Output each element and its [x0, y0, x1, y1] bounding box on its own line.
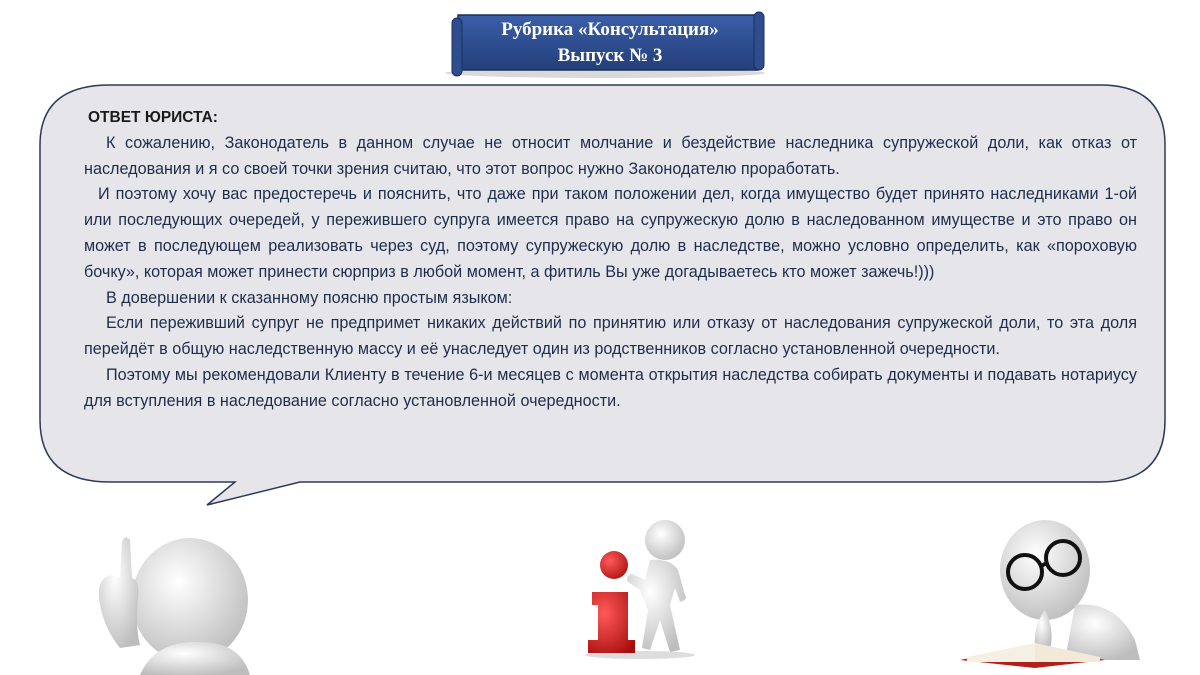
answer-paragraph: Поэтому мы рекомендовали Клиенту в течение 6-и месяцев с момента открытия наследства собирать документы и подавать нотариусу для вступления в наследование согласно установленной очередности.: [84, 365, 1137, 410]
answer-paragraph: В довершении к сказанному поясню простым языком:: [106, 288, 513, 307]
lawyer-answer: [84, 105, 1137, 415]
answer-paragraph: К сожалению, Законодатель в данном случае не относит молчание и бездействие наследника супружеской доли, как отказ от наследования и я со своей точки зрения считаю, что этот вопрос нужно Законодателю проработать.: [84, 133, 1137, 178]
answer-paragraph: Если переживший супруг не предпримет никаких действий по принятию или отказу от наследования супружеской доли, то эта доля перейдёт в общую наследственную массу и её унаследует один из родственников согласно установленной очередности.: [84, 314, 1137, 359]
figure-pointing-finger-icon: [80, 530, 260, 675]
answer-heading: ОТВЕТ ЮРИСТА:: [88, 109, 218, 126]
figure-reading-glasses-icon: [955, 510, 1155, 670]
figure-info-letter-icon: [570, 510, 710, 660]
banner-title: Рубрика «Консультация»: [501, 19, 719, 40]
answer-paragraph: И поэтому хочу вас предостеречь и пояснить, что даже при таком положении дел, когда имущество будет принято наследниками 1-ой или последующих очередей, у пережившего супруга имеется право на супружескую долю в наследованном имуществе и это право он может в последующем реализовать через суд, поэтому супружескую долю в наследстве, можно условно определить, как «пороховую бочку», которая может принести сюрприз в любой момент, а фитиль Вы уже догадываетесь кто может зажечь!))): [84, 185, 1137, 281]
banner-issue-number: Выпуск № 3: [557, 45, 663, 66]
